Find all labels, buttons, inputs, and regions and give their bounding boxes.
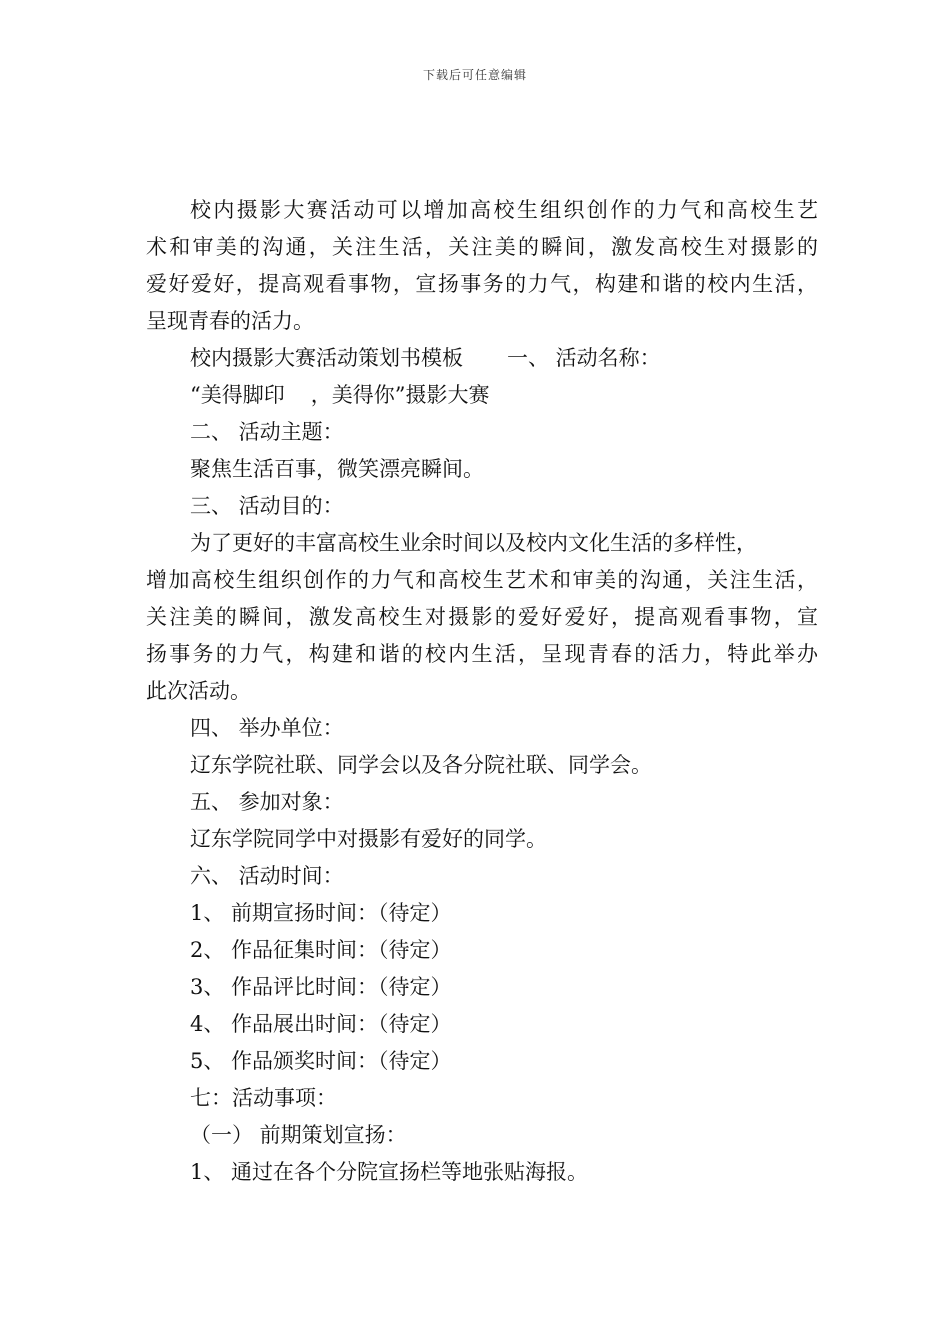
section3-line-2: 增加高校生组织创作的力气和高校生艺术和审美的沟通，关注生活，	[146, 568, 818, 592]
schedule-item-3: 3、 作品评比时间：（待定）	[190, 975, 452, 999]
subsection1-item-1: 1、 通过在各个分院宣扬栏等地张贴海报。	[190, 1160, 589, 1184]
schedule-item-1: 1、 前期宣扬时间：（待定）	[190, 901, 452, 925]
section3-line-1: 为了更好的丰富高校生业余时间以及校内文化生活的多样性，	[190, 531, 757, 555]
template-title: 校内摄影大赛活动策划书模板	[190, 346, 463, 370]
template-title-line	[146, 340, 818, 377]
section3-line-4: 扬事务的力气，构建和谐的校内生活，呈现青春的活力，特此举办	[146, 642, 818, 666]
section4-heading: 四、 举办单位：	[190, 716, 344, 740]
activity-name-part1: “美得脚印	[190, 383, 285, 407]
section6-heading: 六、 活动时间：	[190, 864, 344, 888]
activity-name-part2: ，美得你”摄影大赛	[310, 383, 490, 407]
document-body	[146, 192, 818, 1191]
section5-heading: 五、 参加对象：	[190, 790, 344, 814]
intro-line-3: 爱好爱好，提高观看事物，宣扬事务的力气，构建和谐的校内生活，	[146, 272, 818, 296]
section3-line-3: 关注美的瞬间，激发高校生对摄影的爱好爱好，提高观看事物，宣	[146, 605, 818, 629]
intro-line-2: 术和审美的沟通，关注生活，关注美的瞬间，激发高校生对摄影的	[146, 235, 818, 259]
intro-line-1: 校内摄影大赛活动可以增加高校生组织创作的力气和高校生艺	[190, 198, 818, 222]
section5-text: 辽东学院同学中对摄影有爱好的同学。	[190, 827, 547, 851]
section4-text: 辽东学院社联、同学会以及各分院社联、同学会。	[190, 753, 652, 777]
subsection1-heading: （一） 前期策划宣扬：	[190, 1123, 407, 1147]
section7-heading: 七：活动事项：	[190, 1086, 337, 1110]
schedule-item-5: 5、 作品颁奖时间：（待定）	[190, 1049, 452, 1073]
schedule-item-2: 2、 作品征集时间：（待定）	[190, 938, 452, 962]
intro-line-4: 呈现青春的活力。	[146, 309, 314, 333]
section1-heading: 一、 活动名称：	[507, 346, 661, 370]
schedule-item-4: 4、 作品展出时间：（待定）	[190, 1012, 452, 1036]
activity-name-line	[146, 377, 818, 414]
section2-heading: 二、 活动主题：	[190, 420, 344, 444]
section2-text: 聚焦生活百事，微笑漂亮瞬间。	[190, 457, 484, 481]
section3-heading: 三、 活动目的：	[190, 494, 344, 518]
section3-line-5: 此次活动。	[146, 679, 251, 703]
page-header-note: 下载后可任意编辑	[422, 68, 527, 82]
